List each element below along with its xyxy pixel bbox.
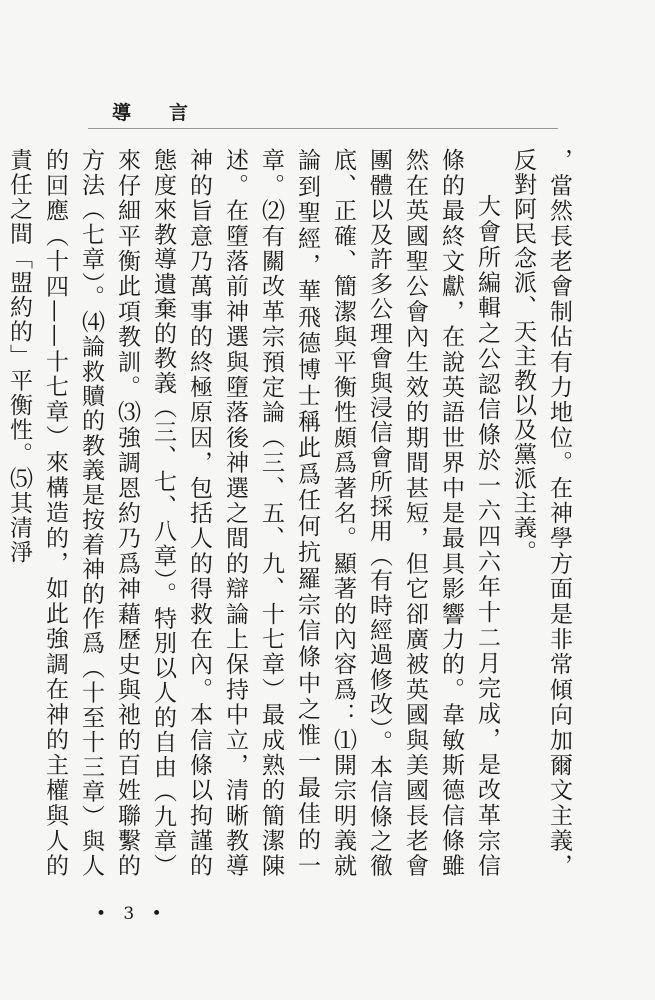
running-header: 導言 (112, 102, 227, 124)
paragraph-2: 大會所編輯之公認信條於一六四六年十二月完成，是改革宗信條的最終文獻，在說英語世界中是最具影響力的。韋敏斯德信條雖然在英國聖公會內生效的期間甚短，但它卻廣被英國與美國長老會團體以及許多公理會與浸信會所採用（有時經過修改）。本信條之徹底、正確、簡潔與平衡性頗爲著名。顯著的內容爲：⑴開宗明義就論到聖經，華飛德博士稱此爲任何抗羅宗信條中之惟一最佳的一章。⑵有關改革宗預定論（三、五、九、十七章）最成熟的簡潔陳述。在墮落前神選與墮落後神選之間的辯論上保持中立，清晰教導神的旨意乃萬事的終極原因，包括人的得救在內。本信條以拘謹的態度來教導遺棄的教義（三、七、八章）。特別以人的自由（九章）來仔細平衡此項教訓。⑶強調恩約乃爲神藉歷史與祂的百姓聯繫的方法（七章）。⑷論救贖的教義是按着神的作爲（十至十三章）與人的回應（十四——十七章）來構造的，如此強調在神的主權與人的責任之間「盟約的」平衡性。⑸其清淨 (6, 148, 500, 878)
header-rule (88, 128, 558, 129)
paragraph-1: ，當然長老會制佔有力地位。在神學方面是非常傾向加爾文主義，反對阿民念派、天主教以及黨派主義。 (510, 148, 572, 878)
body-text (6, 148, 577, 878)
page-number: • 3 • (96, 904, 168, 924)
